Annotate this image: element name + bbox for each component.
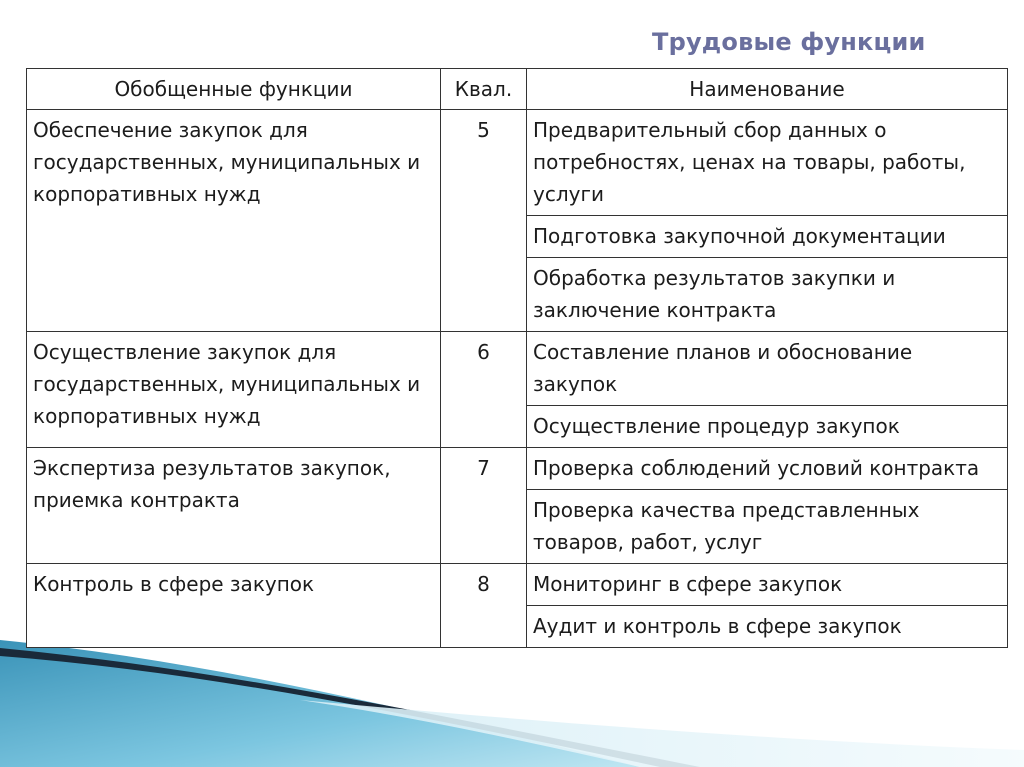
- table-row: [27, 564, 1008, 606]
- function-name-cell: Осуществление процедур закупок: [527, 406, 1008, 448]
- function-name-cell: Проверка качества представленных товаров, работ, услуг: [527, 490, 1008, 564]
- header-name: Наименование: [527, 69, 1008, 110]
- qualification-cell: 5: [441, 110, 527, 332]
- table-row: [27, 448, 1008, 490]
- function-name-cell: Составление планов и обоснование закупок: [527, 332, 1008, 406]
- function-name-cell: Аудит и контроль в сфере закупок: [527, 606, 1008, 648]
- function-name-cell: Подготовка закупочной документации: [527, 216, 1008, 258]
- qualification-cell: 8: [441, 564, 527, 648]
- table-header-row: [27, 69, 1008, 110]
- functions-table: [26, 68, 1008, 648]
- function-name-cell: Мониторинг в сфере закупок: [527, 564, 1008, 606]
- slide-title: Трудовые функции: [652, 28, 926, 56]
- qualification-cell: 6: [441, 332, 527, 448]
- general-function-cell: Обеспечение закупок для государственных, муниципальных и корпоративных нужд: [27, 110, 441, 332]
- qualification-cell: 7: [441, 448, 527, 564]
- function-name-cell: Предварительный сбор данных о потребностях, ценах на товары, работы, услуги: [527, 110, 1008, 216]
- function-name-cell: Проверка соблюдений условий контракта: [527, 448, 1008, 490]
- function-name-cell: Обработка результатов закупки и заключение контракта: [527, 258, 1008, 332]
- general-function-cell: Экспертиза результатов закупок, приемка контракта: [27, 448, 441, 564]
- general-function-cell: Контроль в сфере закупок: [27, 564, 441, 648]
- general-function-cell: Осуществление закупок для государственных, муниципальных и корпоративных нужд: [27, 332, 441, 448]
- header-general-functions: Обобщенные функции: [27, 69, 441, 110]
- table-row: [27, 110, 1008, 216]
- header-qualification: Квал.: [441, 69, 527, 110]
- table-row: [27, 332, 1008, 406]
